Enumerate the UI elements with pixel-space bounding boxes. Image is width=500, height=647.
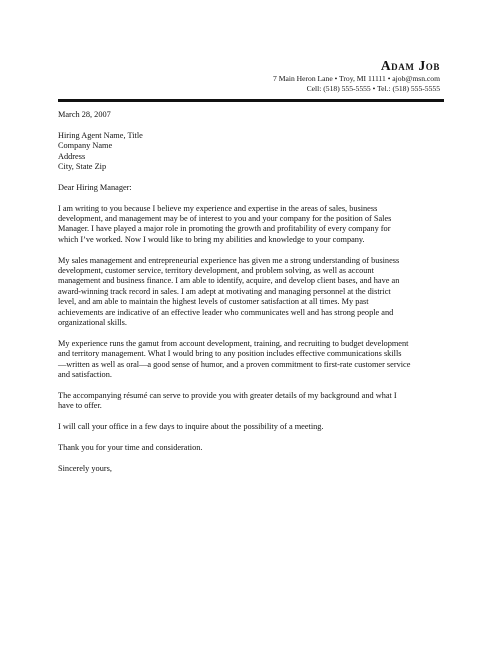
- paragraph-line: and territory management. What I would bring to any position includes effective communications skills: [58, 349, 402, 359]
- paragraph-line: I am writing to you because I believe my experience and expertise in the areas of sales, business: [58, 203, 378, 213]
- recipient-line: Company Name: [58, 141, 113, 151]
- letter-body: [58, 110, 450, 474]
- paragraph-line: which I’ve worked. Now I would like to bring my abilities and knowledge to your company.: [58, 234, 365, 244]
- paragraph-line: Manager. I have played a major role in promoting the growth and profitability of every company for: [58, 224, 391, 234]
- paragraph-line: development, customer service, territory development, and problem solving, as well as account: [58, 266, 374, 276]
- letter-date: March 28, 2007: [58, 110, 111, 119]
- paragraph-line: and satisfaction.: [58, 370, 112, 380]
- closing: Sincerely yours,: [58, 463, 112, 473]
- paragraph-skills: [58, 339, 450, 381]
- sender-phones: Cell: (518) 555-5555 • Tel.: (518) 555-5555: [306, 83, 440, 93]
- paragraph-thanks: [58, 443, 450, 453]
- salutation: Dear Hiring Manager:: [58, 182, 132, 192]
- paragraph-line: award-winning track record in sales. I am adept at motivating and managing personnel at the district: [58, 286, 391, 296]
- paragraph-line: Thank you for your time and consideration.: [58, 442, 203, 452]
- letterhead: [60, 58, 440, 93]
- paragraph-line: I will call your office in a few days to inquire about the possibility of a meeting.: [58, 422, 324, 432]
- paragraph-line: have to offer.: [58, 401, 102, 411]
- recipient-address: [58, 131, 450, 173]
- paragraph-line: The accompanying résumé can serve to provide you with greater details of my background and what I: [58, 390, 397, 400]
- paragraph-experience: [58, 256, 450, 329]
- sender-address: 7 Main Heron Lane • Troy, MI 11111 • ajob@msn.com: [273, 74, 440, 83]
- paragraph-followup: [58, 422, 450, 432]
- paragraph-intro: [58, 204, 450, 246]
- paragraph-line: —written as well as oral—a good sense of humor, and a proven commitment to first-rate customer service: [58, 359, 411, 369]
- recipient-line: Hiring Agent Name, Title: [58, 130, 143, 140]
- paragraph-line: organizational skills.: [58, 318, 127, 328]
- sender-name: Adam Job: [380, 58, 440, 73]
- header-rule: [58, 99, 444, 102]
- recipient-line: Address: [58, 151, 86, 161]
- paragraph-line: development, and management may be of interest to you and your company for the position of Sales: [58, 214, 392, 224]
- paragraph-line: level, and am able to maintain the highest levels of customer satisfaction at all times. My past: [58, 297, 369, 307]
- paragraph-line: achievements are indicative of an effective leader who communicates well and has strong people and: [58, 307, 394, 317]
- paragraph-resume: [58, 391, 450, 412]
- recipient-line: City, State Zip: [58, 162, 107, 172]
- paragraph-line: My sales management and entrepreneurial experience has given me a strong understanding of business: [58, 255, 400, 265]
- paragraph-line: management and business finance. I am able to identify, acquire, and develop client bases, and have an: [58, 276, 400, 286]
- paragraph-line: My experience runs the gamut from account development, training, and recruiting to budget development: [58, 338, 409, 348]
